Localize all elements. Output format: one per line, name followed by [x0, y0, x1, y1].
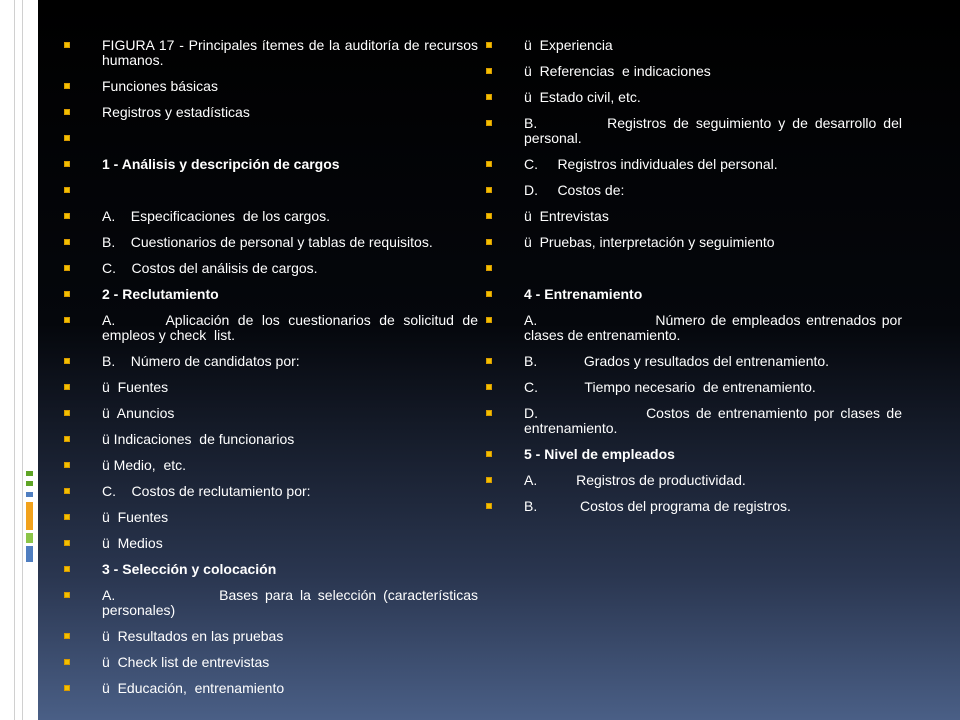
list-item — [64, 380, 478, 395]
square-bullet-icon — [64, 462, 70, 468]
square-bullet-icon — [64, 685, 70, 691]
list-item-text: Registros y estadísticas — [102, 104, 250, 120]
list-item-text: 4 - Entrenamiento — [524, 286, 643, 302]
right-column — [486, 37, 906, 525]
list-item-text: B. Cuestionarios de personal y tablas de requisitos. — [102, 234, 433, 250]
list-item-text: ü Check list de entrevistas — [102, 654, 270, 670]
square-bullet-icon — [64, 358, 70, 364]
list-item-text: A. Aplicación de los cuestionarios de solicitud de empleos y check list. — [102, 312, 482, 343]
list-item — [486, 312, 906, 343]
list-item — [64, 261, 478, 276]
list-item-text: D. Costos de: — [524, 182, 625, 198]
list-item — [64, 131, 478, 146]
list-item-text: ü Fuentes — [102, 379, 169, 395]
square-bullet-icon — [64, 109, 70, 115]
list-item-text: C. Tiempo necesario de entrenamiento. — [524, 379, 816, 395]
square-bullet-icon — [486, 239, 492, 245]
list-item — [64, 432, 478, 447]
list-item-text: FIGURA 17 - Principales ítemes de la auditoría de recursos humanos. — [102, 37, 482, 68]
list-item-text: ü Educación, entrenamiento — [102, 680, 285, 696]
side-divider-line — [22, 0, 23, 720]
square-bullet-icon — [64, 42, 70, 48]
square-bullet-icon — [486, 384, 492, 390]
list-item — [486, 64, 902, 79]
square-bullet-icon — [486, 358, 492, 364]
accent-mark-orange — [26, 502, 33, 530]
list-item — [64, 536, 478, 551]
square-bullet-icon — [64, 384, 70, 390]
square-bullet-icon — [486, 451, 492, 457]
list-item — [64, 183, 478, 198]
list-item — [64, 587, 482, 618]
square-bullet-icon — [64, 213, 70, 219]
list-item-text: A. Registros de productividad. — [524, 472, 746, 488]
list-item — [486, 235, 902, 250]
list-item — [486, 115, 906, 146]
square-bullet-icon — [64, 239, 70, 245]
list-item — [64, 354, 478, 369]
square-bullet-icon — [64, 265, 70, 271]
list-item-text: ü Resultados en las pruebas — [102, 628, 284, 644]
section-heading — [486, 447, 902, 462]
list-item-text: 3 - Selección y colocación — [102, 561, 277, 577]
accent-mark-blue — [26, 546, 33, 562]
list-item-text: ü Medio, etc. — [102, 457, 187, 473]
list-item-text: B. Costos del programa de registros. — [524, 498, 791, 514]
accent-mark-blue — [26, 492, 33, 497]
list-item-text: 5 - Nivel de empleados — [524, 446, 675, 462]
list-item-text: 2 - Reclutamiento — [102, 286, 219, 302]
list-item-text: D. Costos de entrenamiento por clases de entrenamiento. — [524, 405, 906, 436]
list-item-text: C. Costos del análisis de cargos. — [102, 260, 318, 276]
square-bullet-icon — [486, 317, 492, 323]
square-bullet-icon — [64, 291, 70, 297]
list-item — [64, 406, 478, 421]
list-item — [486, 499, 902, 514]
list-item-text: A. Número de empleados entrenados por clases de entrenamiento. — [524, 312, 906, 343]
list-item — [64, 655, 478, 670]
square-bullet-icon — [486, 161, 492, 167]
list-item — [64, 629, 478, 644]
list-item-text: Funciones básicas — [102, 78, 218, 94]
list-item — [486, 473, 902, 488]
accent-mark-green — [26, 471, 33, 476]
list-item-text: A. Especificaciones de los cargos. — [102, 208, 330, 224]
list-item-text: ü Referencias e indicaciones — [524, 63, 711, 79]
list-item — [64, 209, 478, 224]
list-item — [64, 235, 478, 250]
list-item — [486, 354, 902, 369]
section-heading — [64, 287, 478, 302]
list-item — [64, 79, 478, 94]
square-bullet-icon — [64, 592, 70, 598]
square-bullet-icon — [486, 477, 492, 483]
list-item-text: B. Grados y resultados del entrenamiento. — [524, 353, 830, 369]
square-bullet-icon — [64, 83, 70, 89]
square-bullet-icon — [64, 514, 70, 520]
square-bullet-icon — [64, 410, 70, 416]
section-heading — [486, 287, 902, 302]
square-bullet-icon — [64, 135, 70, 141]
section-heading — [64, 562, 478, 577]
list-item — [64, 37, 482, 68]
list-item — [486, 157, 902, 172]
list-item-text: ü Medios — [102, 535, 163, 551]
list-item-text: ü Anuncios — [102, 405, 175, 421]
side-divider-line — [14, 0, 15, 720]
list-item — [64, 458, 478, 473]
list-item — [486, 380, 902, 395]
list-item-text: B. Número de candidatos por: — [102, 353, 300, 369]
list-item — [486, 183, 902, 198]
square-bullet-icon — [486, 187, 492, 193]
list-item — [64, 105, 478, 120]
list-item — [486, 405, 906, 436]
square-bullet-icon — [486, 94, 492, 100]
list-item — [486, 38, 902, 53]
square-bullet-icon — [486, 120, 492, 126]
section-heading — [64, 157, 478, 172]
square-bullet-icon — [486, 213, 492, 219]
list-item-text: ü Entrevistas — [524, 208, 609, 224]
list-item — [64, 312, 482, 343]
list-item-text: ü Indicaciones de funcionarios — [102, 431, 295, 447]
accent-mark-green — [26, 481, 33, 486]
square-bullet-icon — [486, 291, 492, 297]
square-bullet-icon — [486, 410, 492, 416]
square-bullet-icon — [64, 633, 70, 639]
square-bullet-icon — [486, 68, 492, 74]
list-item-text: ü Pruebas, interpretación y seguimiento — [524, 234, 775, 250]
accent-mark-green — [26, 533, 33, 543]
list-item — [64, 681, 478, 696]
square-bullet-icon — [486, 503, 492, 509]
left-column — [64, 37, 482, 707]
square-bullet-icon — [64, 436, 70, 442]
list-item-text: C. Costos de reclutamiento por: — [102, 483, 311, 499]
list-item-text: C. Registros individuales del personal. — [524, 156, 778, 172]
list-item-text: B. Registros de seguimiento y de desarrollo del personal. — [524, 115, 906, 146]
square-bullet-icon — [486, 42, 492, 48]
list-item — [64, 510, 478, 525]
list-item — [64, 484, 478, 499]
slide-side-bar — [0, 0, 38, 720]
list-item-text: 1 - Análisis y descripción de cargos — [102, 156, 340, 172]
list-item-text: ü Experiencia — [524, 37, 613, 53]
list-item-text: A. Bases para la selección (características personales) — [102, 587, 482, 618]
list-item — [486, 261, 902, 276]
list-item — [486, 90, 902, 105]
list-item — [486, 209, 902, 224]
square-bullet-icon — [64, 317, 70, 323]
square-bullet-icon — [64, 540, 70, 546]
square-bullet-icon — [64, 566, 70, 572]
square-bullet-icon — [64, 488, 70, 494]
square-bullet-icon — [64, 659, 70, 665]
square-bullet-icon — [64, 187, 70, 193]
list-item-text: ü Estado civil, etc. — [524, 89, 641, 105]
square-bullet-icon — [486, 265, 492, 271]
square-bullet-icon — [64, 161, 70, 167]
list-item-text: ü Fuentes — [102, 509, 169, 525]
